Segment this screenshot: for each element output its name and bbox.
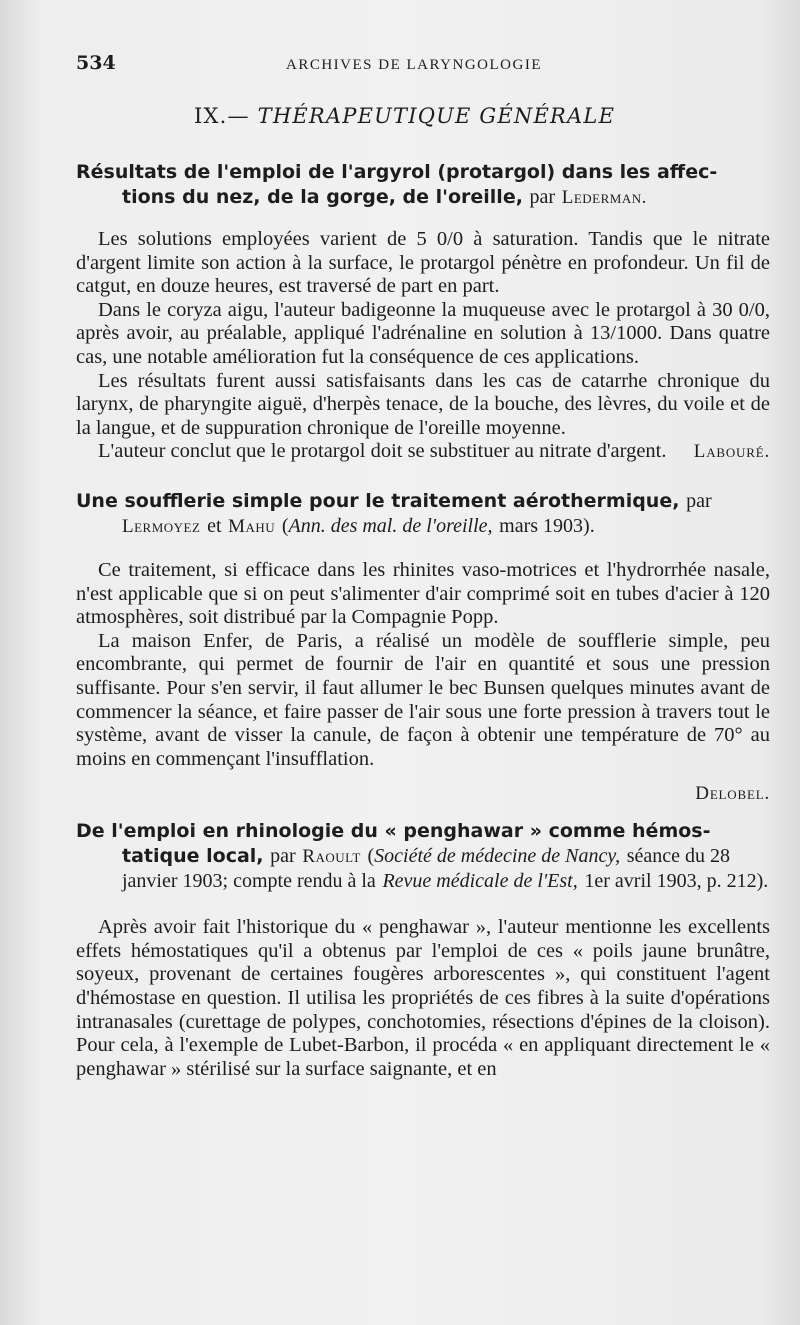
section-title: THÉRAPEUTIQUE GÉNÉRALE: [257, 104, 616, 128]
source-journal: Ann. des mal. de l'oreille,: [288, 514, 493, 537]
author-name: Raoult: [302, 846, 361, 868]
article-title: [76, 819, 770, 894]
title-line-1: De l'emploi en rhinologie du « penghawar » comme hémos-: [76, 820, 711, 843]
author-name-2: Mahu: [228, 515, 276, 537]
by-word: par: [686, 489, 712, 512]
and-word: et: [207, 514, 222, 537]
page-number: 534: [76, 52, 116, 74]
title-line-2: tatique local,: [122, 845, 264, 868]
title-line-1: Résultats de l'emploi de l'argyrol (protargol) dans les affec-: [76, 161, 718, 183]
running-head: [76, 52, 770, 90]
paragraph: Ce traitement, si efficace dans les rhinites vaso-motrices et l'hydrorrhée nasale, n'est applicable que si on peut s'alimenter d'air comprimé soit en tubes d'acier à 120 atmosphères, soit distribué par la Compagnie Popp.: [76, 558, 770, 629]
source-detail: séance du 28 janvier 1903; compte rendu à la: [122, 845, 731, 893]
article-body: [76, 916, 770, 1081]
section-heading: [194, 104, 770, 144]
source-date: mars 1903).: [499, 514, 595, 537]
article-argyrol: [76, 160, 770, 463]
by-word: par: [529, 186, 556, 208]
source-open-paren: (: [367, 845, 375, 868]
paragraph: L'auteur conclut que le protargol doit se substituer au nitrate d'argent.: [98, 440, 667, 463]
source-open-paren: (: [281, 514, 289, 537]
author-name-1: Lermoyez: [122, 515, 201, 537]
article-title: [76, 160, 770, 210]
paragraph: Après avoir fait l'historique du « penghawar », l'auteur mentionne les excellents effets hémostatiques qu'il a obtenus par l'emploi de ces « poils jaune brunâtre, soyeux, provenant de certaines fougères arborescentes », qui constituent l'agent d'hémostase en question. Il utilisa les propriétés de ces fibres à la suite d'opérations intranasales (curettage de polypes, conchotomies, résections d'épines de la cloison). Pour cela, à l'exemple de Lubet-Barbon, il procéda « en appliquant directement le « penghawar » stérilisé sur la surface saignante, et en: [76, 916, 770, 1080]
paragraph: Dans le coryza aigu, l'auteur badigeonne la muqueuse avec le protargol à 30 0/0, après avoir, au préalable, appliqué l'adrénaline en solution à 13/1000. Dans quatre cas, une notable amélioration fut la conséquence de ces applications.: [76, 298, 770, 368]
article-body: [76, 228, 770, 464]
reviewer-signature: Labouré.: [693, 440, 770, 462]
section-number: IX.—: [194, 104, 250, 128]
paragraph: La maison Enfer, de Paris, a réalisé un modèle de soufflerie simple, peu encombrante, qui permet de fournir de l'air en quantité et sous une pression suffisante. Pour s'en servir, il faut allumer le bec Bunsen quelques minutes avant de commencer la séance, et faire passer de l'air sous une forte pression à travers tout le système, avant de visser la canule, de façon à obtenir une température de 70° au moins en commençant l'insufflation.: [76, 629, 770, 770]
by-word: par: [270, 845, 296, 868]
title-line-2: tions du nez, de la gorge, de l'oreille,: [122, 186, 523, 208]
article-penghawar: [76, 819, 770, 1081]
article-soufflerie: [76, 489, 770, 805]
paragraph: Les solutions employées varient de 5 0/0 à saturation. Tandis que le nitrate d'argent limite son action à la surface, le protargol pénètre en profondeur. Un fil de catgut, en douze heures, est traversé de part en part.: [76, 228, 770, 298]
paragraph: Les résultats furent aussi satisfaisants dans les cas de catarrhe chronique du larynx, de pharyngite aiguë, d'herpès tenace, de la bouche, des lèvres, du voile et de la langue, et de suppuration chronique de l'oreille moyenne.: [76, 369, 770, 439]
source-date: 1er avril 1903, p. 212).: [584, 870, 769, 893]
article-body: [76, 559, 770, 771]
journal-title: ARCHIVES DE LARYNGOLOGIE: [286, 57, 542, 73]
author-name: Lederman.: [561, 187, 647, 208]
article-title: [76, 489, 770, 539]
title-text: Une soufflerie simple pour le traitement aérothermique,: [76, 489, 680, 512]
reviewer-signature: Delobel.: [695, 783, 770, 805]
source-society: Société de médecine de Nancy,: [374, 845, 621, 868]
source-journal: Revue médicale de l'Est,: [382, 870, 578, 893]
